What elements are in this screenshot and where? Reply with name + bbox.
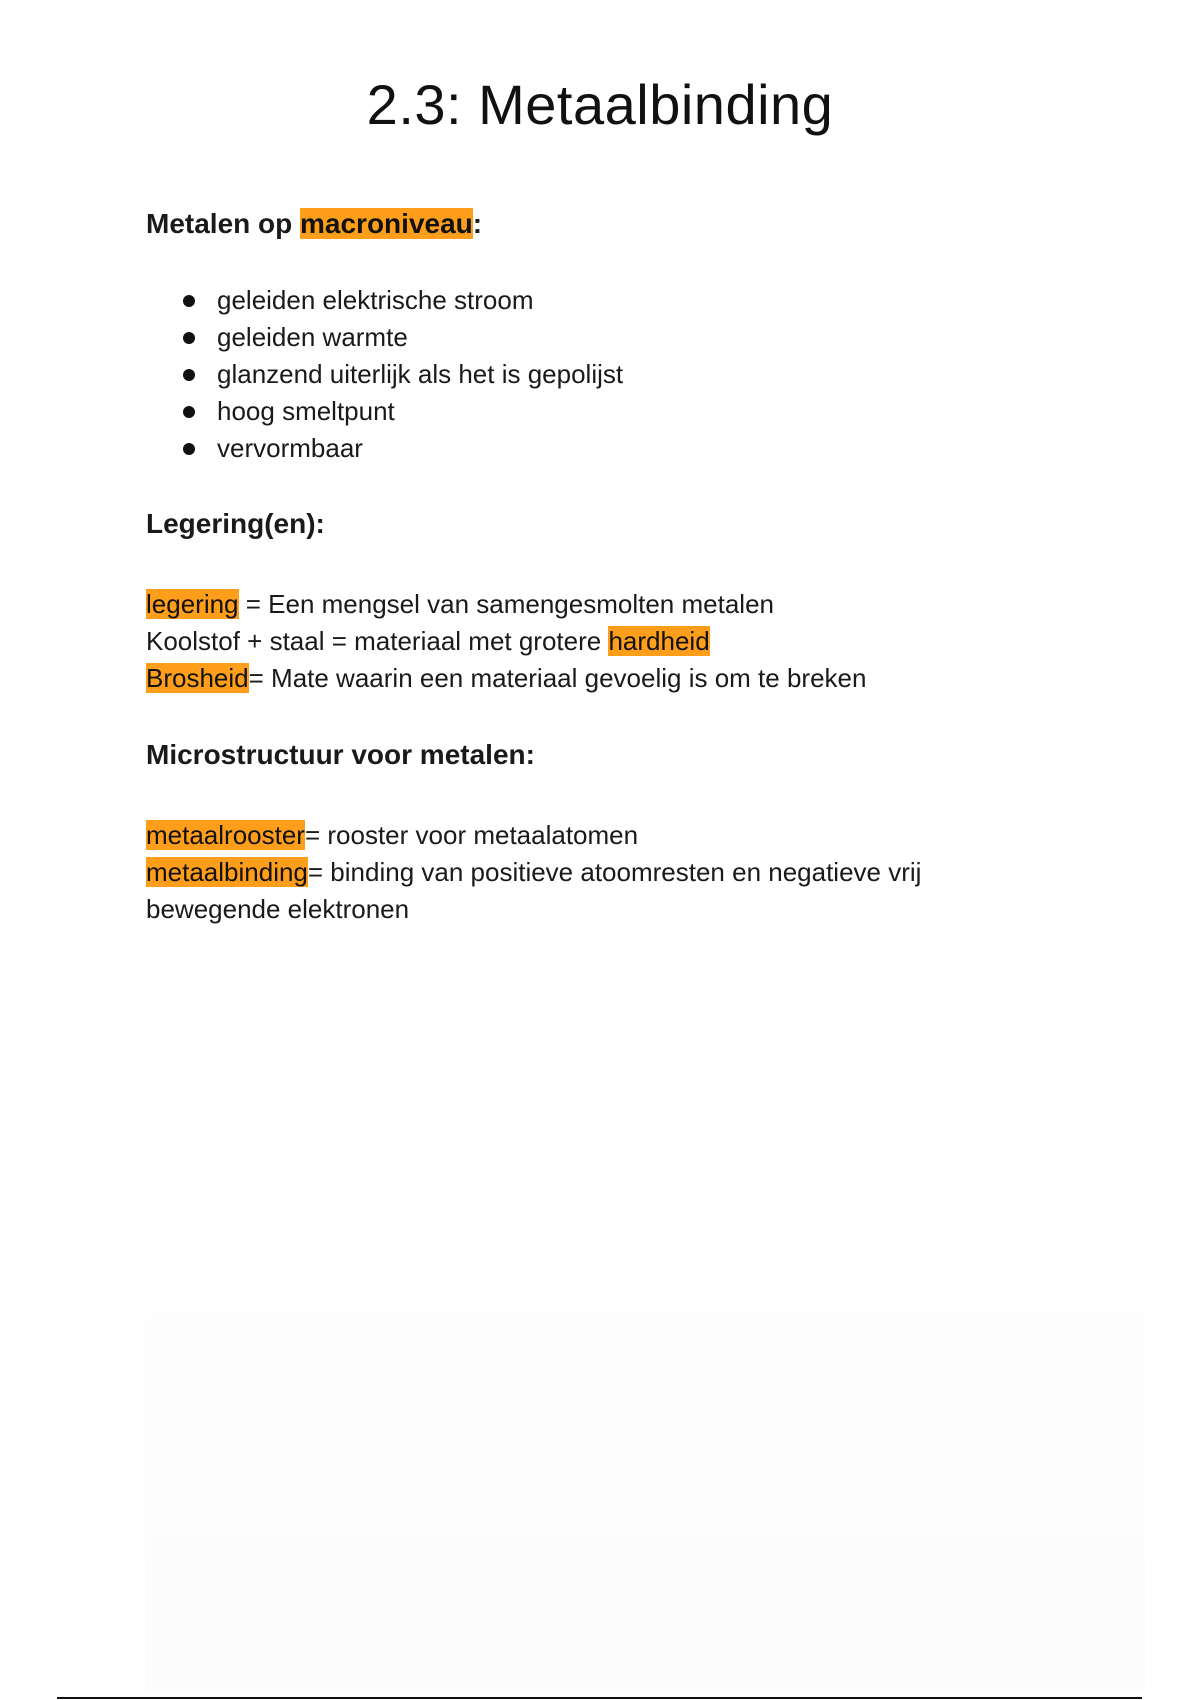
bullet-icon xyxy=(183,443,195,455)
section-heading-macroniveau xyxy=(146,205,482,242)
list-item-text: vervormbaar xyxy=(217,433,363,463)
definition-line-brosheid xyxy=(146,660,866,697)
definition-line-continuation: bewegende elektronen xyxy=(146,894,410,924)
list-item xyxy=(146,430,623,467)
section-heading-microstructuur: Microstructuur voor metalen: xyxy=(146,739,535,770)
list-item xyxy=(146,319,623,356)
definition-line-hardheid xyxy=(146,623,710,660)
highlighted-term: hardheid xyxy=(608,626,710,656)
definition-line-metaalbinding xyxy=(146,854,921,891)
page-background-shade xyxy=(145,920,1145,1690)
definition-line-legering xyxy=(146,586,774,623)
definition-text: = binding van positieve atoomresten en negatieve vrij xyxy=(307,857,922,887)
definition-text: Koolstof + staal = materiaal met grotere xyxy=(146,626,609,656)
list-item-text: geleiden elektrische stroom xyxy=(217,285,534,315)
list-item xyxy=(146,356,623,393)
highlighted-term: metaalrooster xyxy=(146,820,305,850)
highlighted-term: Brosheid xyxy=(146,663,249,693)
list-item xyxy=(146,393,623,430)
property-list xyxy=(146,282,623,467)
bottom-rule xyxy=(57,1697,1142,1699)
highlighted-term: metaalbinding xyxy=(146,857,308,887)
bullet-icon xyxy=(183,406,195,418)
highlighted-term: legering xyxy=(146,589,239,619)
definition-text: = Mate waarin een materiaal gevoelig is om te breken xyxy=(248,663,867,693)
list-item-text: geleiden warmte xyxy=(217,322,408,352)
list-item xyxy=(146,282,623,319)
definition-line-metaalrooster xyxy=(146,817,638,854)
bullet-icon xyxy=(183,369,195,381)
bullet-icon xyxy=(183,295,195,307)
heading-text: Metalen op xyxy=(146,208,301,239)
list-item-text: glanzend uiterlijk als het is gepolijst xyxy=(217,359,624,389)
definition-text: = rooster voor metaalatomen xyxy=(304,820,639,850)
section-heading-legering: Legering(en): xyxy=(146,508,325,539)
bullet-icon xyxy=(183,332,195,344)
highlighted-term: macroniveau xyxy=(300,208,473,239)
list-item-text: hoog smeltpunt xyxy=(217,396,395,426)
heading-colon: : xyxy=(472,208,483,239)
definition-text: = Een mengsel van samengesmolten metalen xyxy=(238,589,774,619)
page-title: 2.3: Metaalbinding xyxy=(366,73,834,136)
